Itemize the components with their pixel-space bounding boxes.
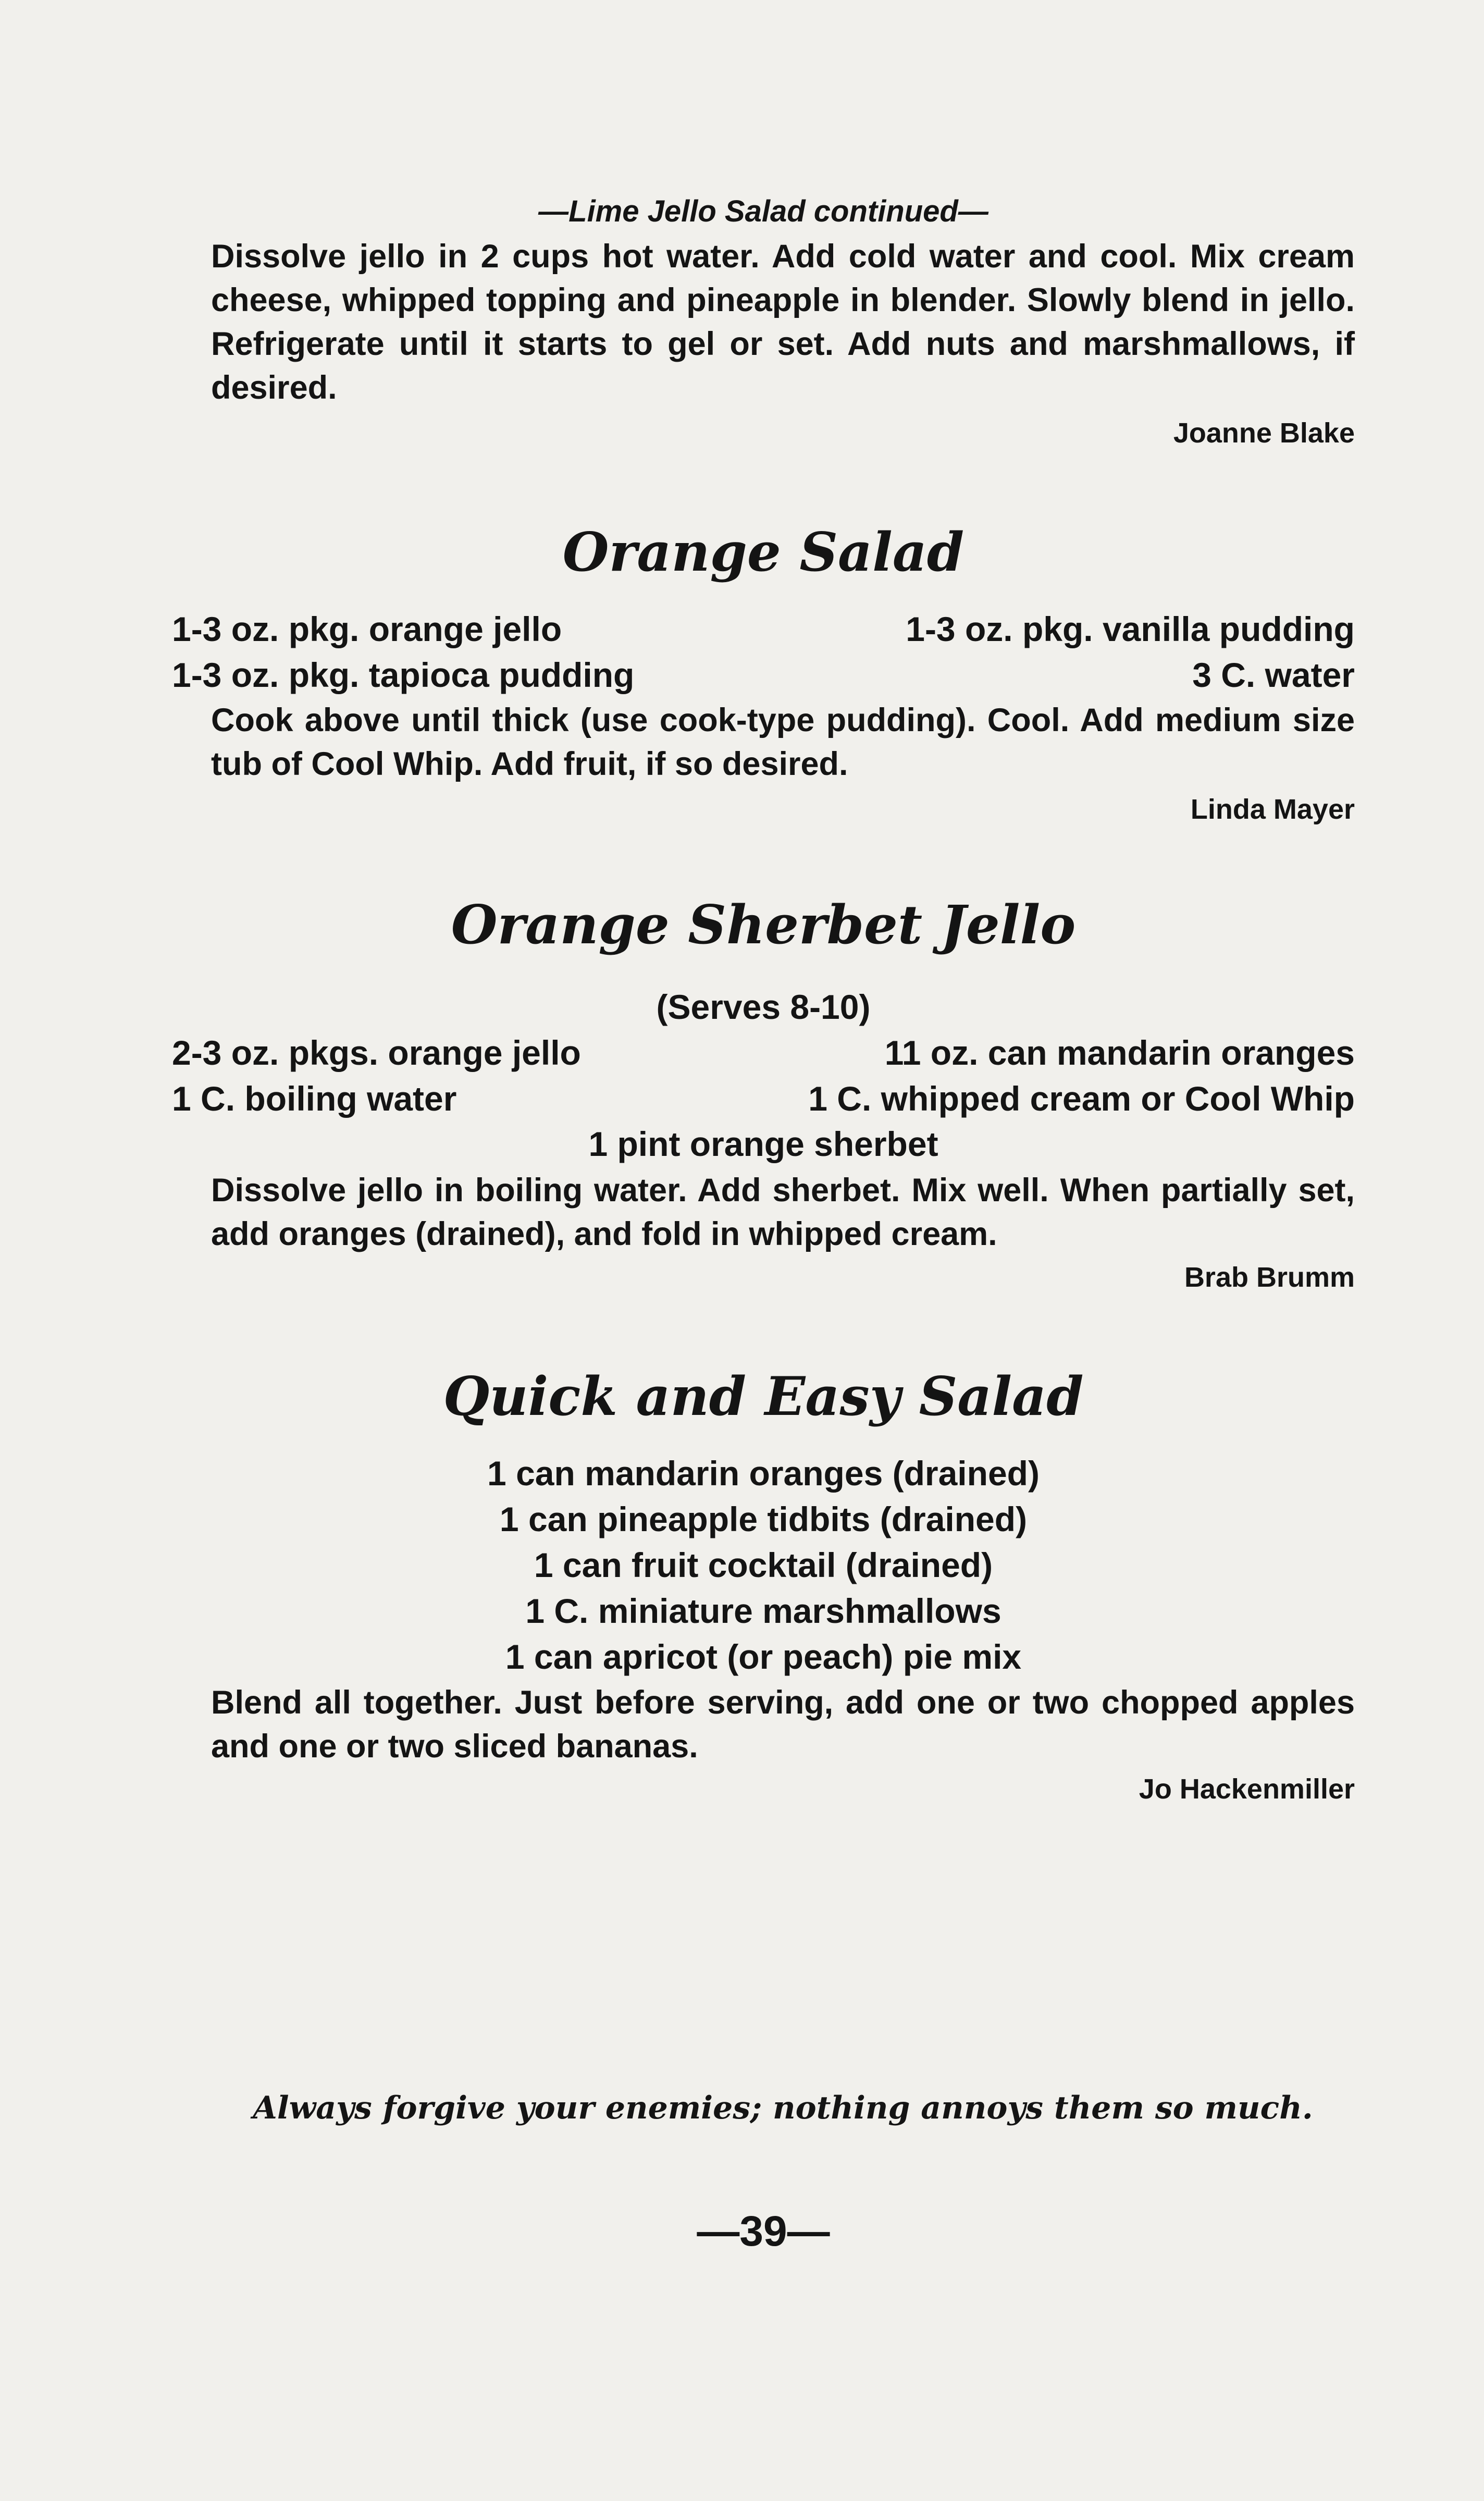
quick-easy-ingredient: 1 can mandarin oranges (drained) (487, 1454, 1040, 1493)
page-number: —39— (697, 2208, 830, 2255)
continued-header: —Lime Jello Salad continued— (538, 194, 988, 228)
quick-easy-title: Quick and Easy Salad (443, 1365, 1084, 1428)
lime-jello-directions: Dissolve jello in 2 cups hot water. Add cold water and cool. Mix cream cheese, whipped topping and pineapple in blender. Slowly blend in jello. Refrigerate until it starts to gel or set. Add nuts and marshmallows, if desired. (211, 238, 1355, 406)
ingredient: 1 C. whipped cream or Cool Whip (808, 1079, 1355, 1118)
quick-easy-directions: Blend all together. Just before serving, add one or two chopped apples and one or two sliced bananas. (211, 1684, 1355, 1765)
ingredient: 11 oz. can mandarin oranges (884, 1033, 1355, 1072)
quick-easy-author: Jo Hackenmiller (1139, 1773, 1355, 1805)
ingredient: 2-3 oz. pkgs. orange jello (172, 1033, 581, 1072)
quick-easy-ingredient: 1 C. miniature marshmallows (525, 1592, 1001, 1630)
quick-easy-ingredient: 1 can fruit cocktail (drained) (534, 1546, 993, 1584)
ingredient: 1 C. boiling water (172, 1079, 457, 1118)
quick-easy-ingredient: 1 can pineapple tidbits (drained) (499, 1500, 1028, 1538)
lime-jello-author: Joanne Blake (1173, 417, 1355, 449)
closing-quote: Always forgive your enemies; nothing annoys them so much. (253, 2090, 1313, 2126)
ingredient: 1-3 oz. pkg. vanilla pudding (906, 610, 1355, 648)
ingredient: 1-3 oz. pkg. tapioca pudding (172, 656, 635, 694)
orange-sherbet-title: Orange Sherbet Jello (451, 894, 1076, 956)
orange-sherbet-directions: Dissolve jello in boiling water. Add sherbet. Mix well. When partially set, add oranges (drained), and fold in whipped cream. (211, 1172, 1355, 1252)
orange-sherbet-author: Brab Brumm (1184, 1262, 1355, 1293)
orange-salad-title: Orange Salad (562, 521, 964, 584)
orange-salad-author: Linda Mayer (1190, 794, 1355, 825)
quick-easy-ingredient: 1 can apricot (or peach) pie mix (505, 1637, 1022, 1676)
orange-sherbet-center-ingredient: 1 pint orange sherbet (588, 1125, 938, 1163)
ingredient: 3 C. water (1192, 656, 1355, 694)
ingredient: 1-3 oz. pkg. orange jello (172, 610, 562, 648)
orange-sherbet-serves: (Serves 8-10) (656, 988, 871, 1026)
orange-salad-directions: Cook above until thick (use cook-type pudding). Cool. Add medium size tub of Cool Whip. Add fruit, if so desired. (211, 702, 1355, 782)
